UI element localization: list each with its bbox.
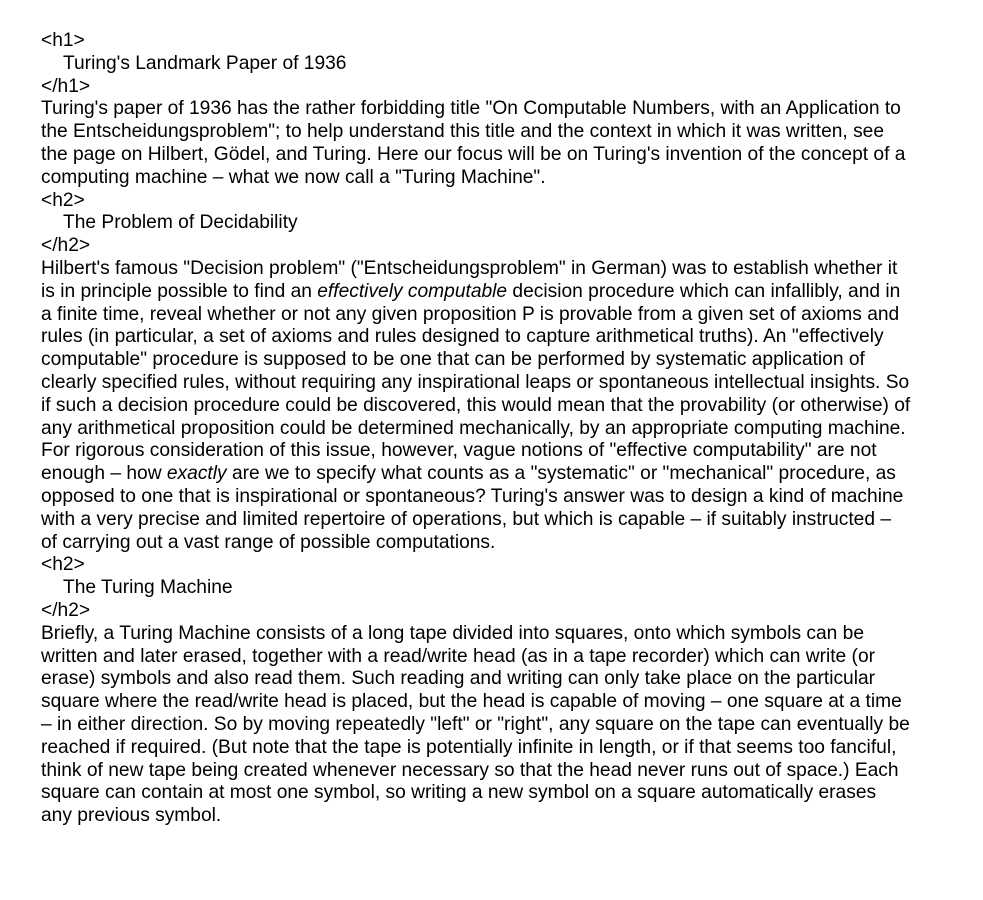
h2-close-tag-decidability: </h2> (41, 235, 91, 257)
decidability-emphasis-2: exactly (166, 463, 227, 485)
intro-paragraph: Turing's paper of 1936 has the rather forbidding title "On Computable Numbers, with an Application to the Entscheidungsproblem"; to help understand this title and the context in which it was written, see the page on Hilbert, Gödel, and Turing. Here our focus will be on Turing's invention of the concept of a computing machine – what we now call a "Turing Machine". (41, 98, 906, 188)
h1-close-tag: </h1> (41, 75, 91, 97)
decidability-emphasis-1: effectively computable (317, 280, 508, 302)
section-heading-machine: The Turing Machine (63, 577, 233, 599)
document-body (41, 30, 911, 828)
page-title: Turing's Landmark Paper of 1936 (63, 52, 347, 74)
decidability-text-part-1: Hilbert's famous "Decision problem" ("Entscheidungsproblem" in German) was to establish whether it is in principle possible to find an (41, 257, 898, 302)
machine-paragraph: Briefly, a Turing Machine consists of a long tape divided into squares, onto which symbols can be written and later erased, together with a read/write head (as in a tape recorder) which can write (or erase) symbols and also read them. Such reading and writing can only take place on the particular square where the read/write head is placed, but the head is capable of moving – one square at a time – in either direction. So by moving repeatedly "left" or "right", any square on the tape can eventually be reached if required. (But note that the tape is potentially infinite in length, or if that seems too fanciful, think of new tape being created whenever necessary so that the head never runs out of space.) Each square can contain at most one symbol, so writing a new symbol on a square automatically erases any previous symbol. (41, 622, 910, 827)
decidability-paragraph (41, 258, 911, 554)
section-heading-decidability: The Problem of Decidability (63, 212, 298, 234)
h1-open-tag: <h1> (41, 30, 85, 51)
decidability-text-part-2: decision procedure which can infallibly, and in a finite time, reveal whether or not any given proposition P is provable from a given set of axioms and rules (in particular, a set of axioms and rules designed to capture arithmetical truths). An "effectively computable" procedure is supposed to be one that can be performed by systematic application of clearly specified rules, without requiring any inspirational leaps or spontaneous intellectual insights. So if such a decision procedure could be discovered, this would mean that the provability (or otherwise) of any arithmetical proposition could be determined mechanically, by an appropriate computing machine. For rigorous consideration of this issue, however, vague notions of "effective computability" are not enough – how (41, 280, 911, 485)
h2-open-tag-decidability: <h2> (41, 189, 85, 211)
h2-close-tag-machine: </h2> (41, 599, 91, 621)
h2-open-tag-machine: <h2> (41, 554, 85, 576)
decidability-text-part-3: are we to specify what counts as a "systematic" or "mechanical" procedure, as opposed to one that is inspirational or spontaneous? Turing's answer was to design a kind of machine with a very precise and limited repertoire of operations, but which is capable – if suitably instructed – of carrying out a vast range of possible computations. (41, 463, 904, 553)
